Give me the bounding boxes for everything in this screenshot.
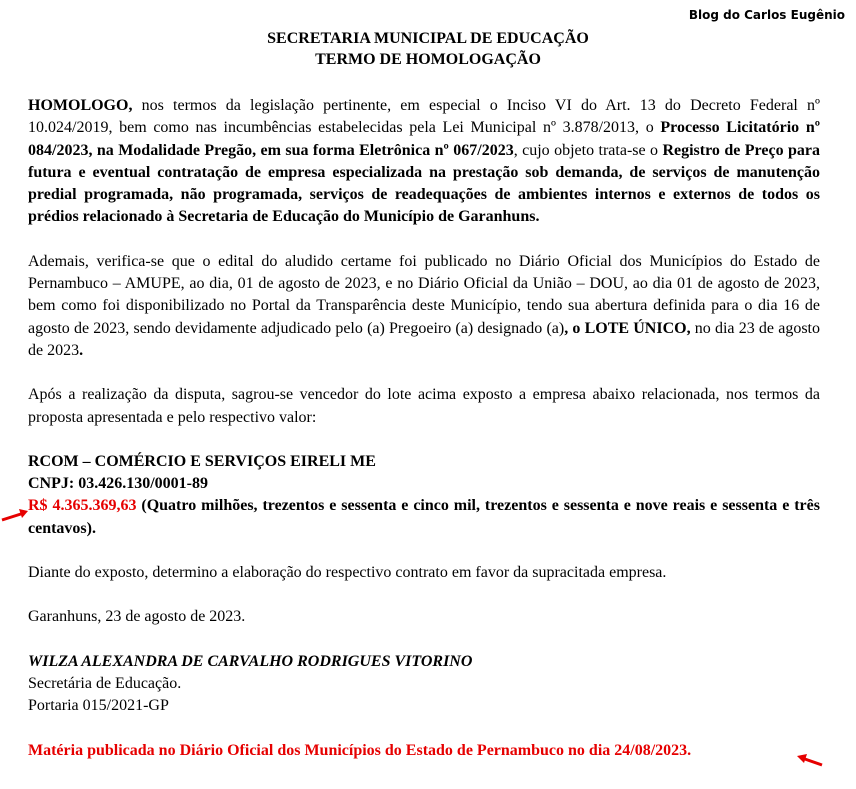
header-secretariat: SECRETARIA MUNICIPAL DE EDUCAÇÃO [267,30,589,47]
para2-text-2: no dia 23 de agosto de 2023 [28,319,820,359]
arrow-icon [0,502,30,524]
paragraph-dispute: Após a realização da disputa, sagrou-se vencedor do lote acima exposto a empresa abaixo relacionada, nos termos da proposta apresentada e pelo respectivo valor: [28,386,820,426]
header-title: TERMO DE HOMOLOGAÇÃO [315,51,541,68]
publication-note: Matéria publicada no Diário Oficial dos Municípios do Estado de Pernambuco no dia 24/08/2023. [28,741,692,759]
paragraph-contract: Diante do exposto, determino a elaboração do respectivo contrato em favor da supracitada empresa. [28,564,667,582]
winner-amount: R$ 4.365.369,63 [28,497,137,515]
object-description: Registro de Preço para futura e eventual contratação de empresa especializada na prestação sob demanda, de serviços de manutenção predial programada, não programada, serviços de readequações de ambientes internos e externos de todos os prédios relacionado à Secretaria de Educação do Município de Garanhuns. [28,141,820,226]
blog-watermark: Blog do Carlos Eugênio [688,8,845,22]
process-reference: Processo Licitatório nº 084/2023, na Modalidade Pregão, em sua forma Eletrônica nº 067/2023 [28,119,820,159]
paragraph-publication [28,251,820,362]
para1-text-2: , cujo objeto trata-se o [513,141,663,159]
winner-company: RCOM – COMÉRCIO E SERVIÇOS EIRELI ME [28,452,376,470]
arrow-icon [794,748,826,770]
para2-period: . [79,341,84,359]
signer-ordinance: Portaria 015/2021-GP [28,697,169,715]
paragraph-homologation [28,95,820,229]
para1-text-1: nos termos da legislação pertinente, em especial o Inciso VI do Art. 13 do Decreto Federal nº 10.024/2019, bem como nas incumbências estabelecidas pela Lei Municipal nº 3.878/2013, o [28,97,820,137]
signer-name: WILZA ALEXANDRA DE CARVALHO RODRIGUES VITORINO [28,652,473,670]
homologo-keyword: HOMOLOGO, [28,97,133,114]
document-body [28,95,820,762]
lote-unico: , o LOTE ÚNICO, [564,319,691,337]
winner-value [28,495,820,540]
winner-amount-words: (Quatro milhões, trezentos e sessenta e cinco mil, trezentos e sessenta e nove reais e sessenta e três centavos). [28,497,820,537]
para2-text-1: Ademais, verifica-se que o edital do aludido certame foi publicado no Diário Oficial dos Municípios do Estado de Pernambuco – AMUPE, ao dia, 01 de agosto de 2023, e no Diário Oficial da União – DOU, ao dia 01 de agosto de 2023, bem como foi disponibilizado no Portal da Transparência deste Município, tendo sua abertura definida para o dia 16 de agosto de 2023, sendo devidamente adjudicado pelo (a) Pregoeiro (a) designado (a) [28,252,820,337]
place-date: Garanhuns, 23 de agosto de 2023. [28,608,246,626]
document-header [0,28,856,70]
signer-role: Secretária de Educação. [28,674,182,692]
winner-cnpj: CNPJ: 03.426.130/0001-89 [28,475,208,493]
